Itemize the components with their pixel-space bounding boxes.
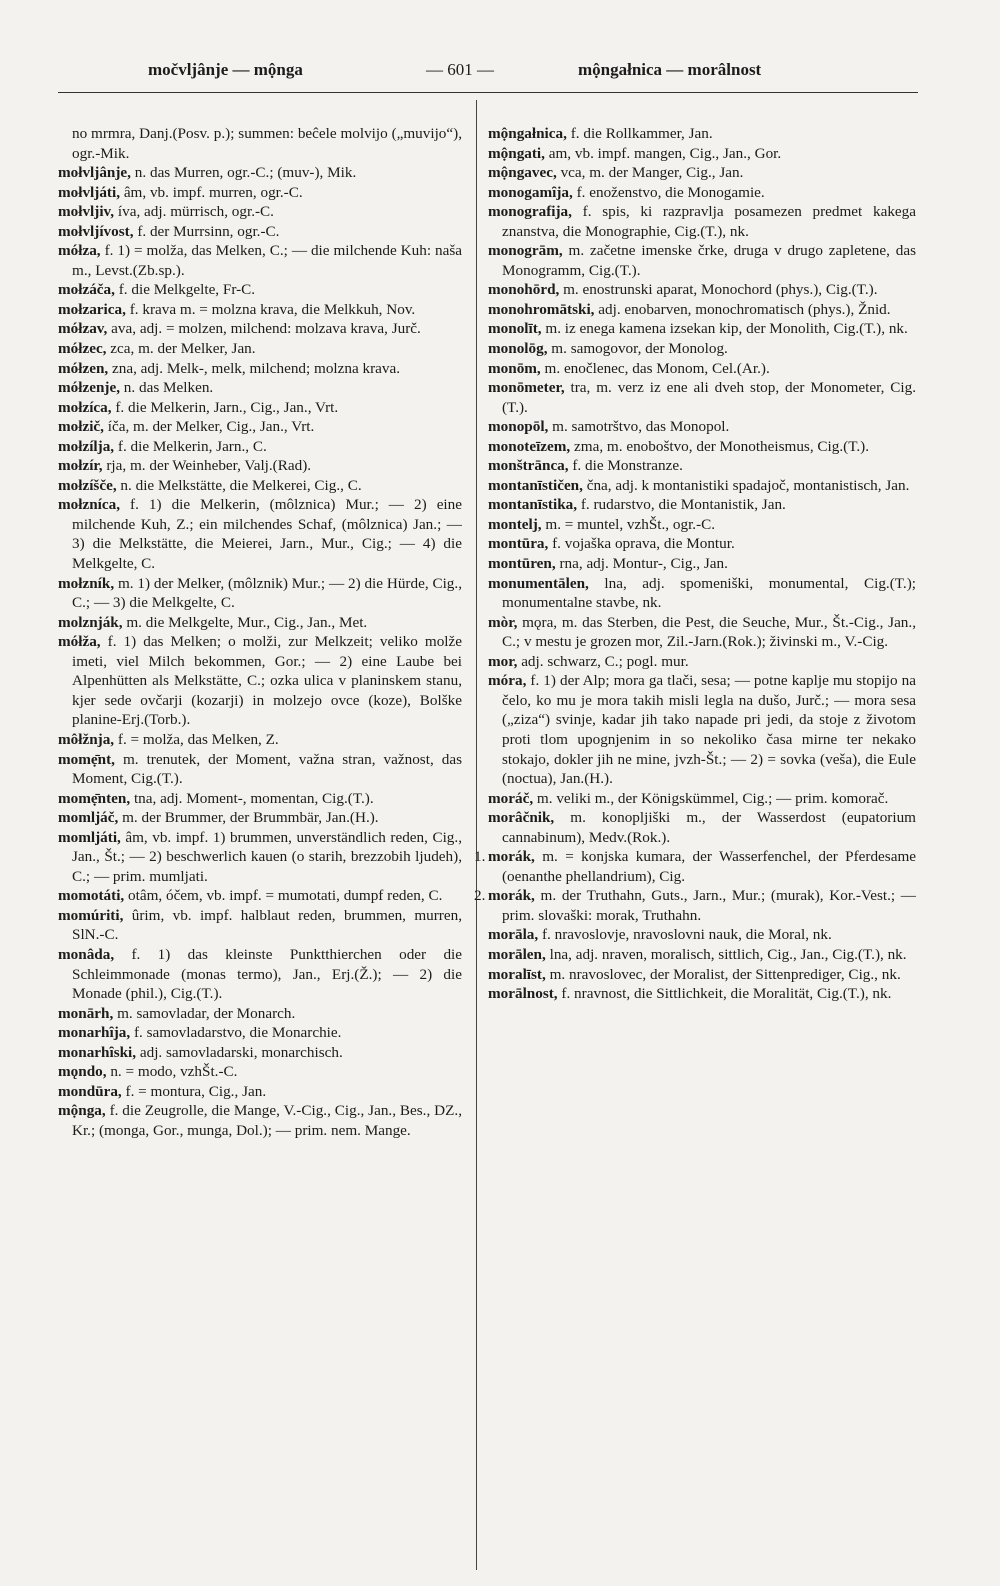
entry-definition: adj. samovladarski, monarchisch. xyxy=(136,1043,343,1061)
entry-headword: mołzíca, xyxy=(58,398,112,416)
dictionary-entry xyxy=(58,945,462,1004)
entry-definition: n. = modo, vzhŠt.-C. xyxy=(106,1063,238,1081)
entry-headword: mộngavec, xyxy=(488,164,557,182)
entry-headword: mołvljiv, xyxy=(58,203,115,221)
dictionary-entry xyxy=(474,886,916,925)
entry-definition: ava, adj. = molzen, milchend: molzava krava, Jurč. xyxy=(107,320,421,338)
dictionary-entry xyxy=(58,886,462,906)
entry-definition: adj. schwarz, C.; pogl. mur. xyxy=(517,652,689,670)
dictionary-entry xyxy=(58,339,462,359)
entry-headword: mółzen, xyxy=(58,359,109,377)
entry-definition: f. die Melkgelte, Fr-C. xyxy=(114,281,256,299)
entry-definition: f. die Rollkammer, Jan. xyxy=(566,125,713,142)
entry-definition: f. die Monstranze. xyxy=(568,457,683,475)
dictionary-entry xyxy=(58,1082,462,1102)
entry-headword: mółzav, xyxy=(58,320,108,338)
entry-definition: m. veliki m., der Königskümmel, Cig.; — prim. komorač. xyxy=(533,789,889,807)
entry-headword: moráč, xyxy=(488,789,534,807)
entry-definition: f. die Melkerin, Jarn., Cig., Jan., Vrt. xyxy=(111,398,339,416)
entry-headword: mołvljânje, xyxy=(58,164,131,182)
entry-definition: f. krava m. = molzna krava, die Melkkuh, Nov. xyxy=(125,300,416,318)
entry-definition: f. rudarstvo, die Montanistik, Jan. xyxy=(577,496,786,514)
entry-headword: mółzec, xyxy=(58,340,107,358)
dictionary-entry xyxy=(58,202,462,222)
dictionary-entry xyxy=(488,808,916,847)
entry-definition: zna, adj. Melk-, melk, milchend; molzna krava. xyxy=(108,359,401,377)
dictionary-entry xyxy=(488,495,916,515)
entry-definition: m. samovladar, der Monarch. xyxy=(113,1004,296,1022)
entry-definition: m. 1) der Melker, (môlznik) Mur.; — 2) die Hürde, Cig., C.; — 3) die Melkgelte, C. xyxy=(72,574,462,612)
entry-headword: mółzenje, xyxy=(58,379,120,397)
entry-definition: f. = montura, Cig., Jan. xyxy=(121,1082,267,1100)
dictionary-entry xyxy=(58,730,462,750)
entry-headword: morāla, xyxy=(488,926,539,944)
entry-headword: mołvljáti, xyxy=(58,183,121,201)
entry-definition: m. iz enega kamena izsekan kip, der Monolith, Cig.(T.), nk. xyxy=(541,320,908,338)
dictionary-entry xyxy=(488,789,916,809)
entry-headword: monolīt, xyxy=(488,320,542,338)
dictionary-entry xyxy=(58,1101,462,1140)
entry-headword: mołzáča, xyxy=(58,281,115,299)
entry-definition: n. das Melken. xyxy=(120,379,214,397)
dictionary-entry xyxy=(488,984,916,1004)
dictionary-entry xyxy=(58,222,462,242)
dictionary-entry xyxy=(58,789,462,809)
entry-definition: m. die Melkgelte, Mur., Cig., Jan., Met. xyxy=(122,613,368,631)
dictionary-entry xyxy=(58,359,462,379)
entry-definition: f. = molža, das Melken, Z. xyxy=(114,730,279,748)
dictionary-entry xyxy=(58,906,462,945)
entry-headword: mołzník, xyxy=(58,574,115,592)
dictionary-entry xyxy=(488,554,916,574)
dictionary-entry xyxy=(488,241,916,280)
entry-definition: vca, m. der Manger, Cig., Jan. xyxy=(556,164,744,182)
dictionary-entry xyxy=(58,456,462,476)
dictionary-entry xyxy=(58,828,462,887)
dictionary-entry xyxy=(58,163,462,183)
entry-definition: f. der Murrsinn, ogr.-C. xyxy=(133,222,280,240)
dictionary-entry xyxy=(58,300,462,320)
dictionary-entry xyxy=(488,945,916,965)
entry-headword: mołvljívost, xyxy=(58,222,134,240)
entry-definition: rja, m. der Weinheber, Valj.(Rad). xyxy=(102,457,312,475)
dictionary-entry xyxy=(58,398,462,418)
entry-headword: momẹ̄nt, xyxy=(58,750,115,768)
entry-definition: tna, adj. Moment-, momentan, Cig.(T.). xyxy=(130,789,374,807)
dictionary-entry xyxy=(58,124,462,163)
dictionary-entry xyxy=(488,515,916,535)
entry-definition: otâm, óčem, vb. impf. = mumotati, dumpf reden, C. xyxy=(124,887,443,905)
dictionary-entry xyxy=(488,652,916,672)
entry-definition: f. enoženstvo, die Monogamie. xyxy=(572,183,765,201)
dictionary-entry xyxy=(488,378,916,417)
dictionary-entry xyxy=(488,144,916,164)
entry-number: 2. xyxy=(474,887,486,905)
dictionary-entry xyxy=(488,534,916,554)
entry-definition: m. nravoslovec, der Moralist, der Sittenprediger, Cig., nk. xyxy=(545,965,901,983)
entry-definition: m. der Brummer, der Brummbär, Jan.(H.). xyxy=(118,809,379,827)
dictionary-entry xyxy=(58,613,462,633)
dictionary-entry xyxy=(488,124,916,144)
column-divider xyxy=(476,100,477,1570)
entry-headword: monâda, xyxy=(58,945,115,963)
dictionary-entry xyxy=(474,847,916,886)
entry-headword: mołzarica, xyxy=(58,300,126,318)
entry-headword: monogrām, xyxy=(488,242,563,260)
dictionary-entry xyxy=(488,613,916,652)
entry-definition: lna, adj. spomeniški, monumental, Cig.(T.); monumentalne stavbe, nk. xyxy=(502,574,916,612)
entry-headword: momúriti, xyxy=(58,906,124,924)
dictionary-entry xyxy=(488,339,916,359)
entry-headword: mộngati, xyxy=(488,144,545,162)
entry-headword: morâčnik, xyxy=(488,809,555,827)
entry-definition: lna, adj. nraven, moralisch, sittlich, Cig., Jan., Cig.(T.), nk. xyxy=(545,945,907,963)
dictionary-entry xyxy=(488,965,916,985)
entry-definition: f. 1) die Melkerin, (môlznica) Mur.; — 2) eine milchende Kuh, Z.; ein milchendes Schaf, (môlznica) Jan.; — 3) die Melkstätte, die Meierei, Jarn., Mur., Cig.; — 4) die Melkgelte, C. xyxy=(72,496,462,573)
entry-headword: montūra, xyxy=(488,535,549,553)
dictionary-entry xyxy=(488,476,916,496)
entry-definition: n. die Melkstätte, die Melkerei, Cig., C. xyxy=(116,476,362,494)
entry-definition: f. 1) der Alp; mora ga tlači, sesa; — potne kaplje mu stopijo na čelo, ko mu je mora takih misli legla na dušo, Jurč.; — mora sesa („ziza“) svinje, kadar jih tako napade pri jedi, da stoje z životom proti tlom upognjenim in so nekoliko časa mirne ter nekako stokajo, dokler jih ne mine, jvzh-Št.; — 2) = sovka (veša), die Eule (noctua), Jan.(H.). xyxy=(502,672,916,788)
entry-definition: rna, adj. Montur-, Cig., Jan. xyxy=(555,555,728,573)
dictionary-entry xyxy=(58,632,462,730)
dictionary-entry xyxy=(58,417,462,437)
header-left-guide-words: močvljânje — mộnga xyxy=(148,60,303,79)
entry-definition: m. enočlenec, das Monom, Cel.(Ar.). xyxy=(540,359,770,377)
entry-definition: f. nravnost, die Sittlichkeit, die Moralität, Cig.(T.), nk. xyxy=(557,985,892,1003)
entry-headword: mołzič, xyxy=(58,418,104,436)
entry-definition: m. začetne imenske črke, druga v drugo zapletene, das Monogramm, Cig.(T.). xyxy=(502,242,916,279)
entry-headword: monarhȋski, xyxy=(58,1043,137,1061)
entry-headword: móra, xyxy=(488,672,527,690)
entry-definition: zma, m. enoboštvo, der Monotheismus, Cig.(T.). xyxy=(570,437,870,455)
dictionary-entry xyxy=(58,476,462,496)
entry-definition: m. samotrštvo, das Monopol. xyxy=(548,418,730,436)
entry-headword: monārh, xyxy=(58,1004,114,1022)
entry-headword: montelj, xyxy=(488,515,542,533)
entry-headword: molznják, xyxy=(58,613,123,631)
entry-definition: n. das Murren, ogr.-C.; (muv-), Mik. xyxy=(130,164,357,182)
left-column xyxy=(58,124,462,1140)
entry-definition: no mrmra, Danj.(Posv. p.); summen: beĉele molvijo („muvijo“), ogr.-Mik. xyxy=(72,125,462,162)
entry-definition: f. 1) = molža, das Melken, C.; — die milchende Kuh: naša m., Levst.(Zb.sp.). xyxy=(72,242,462,279)
entry-headword: mòr, xyxy=(488,613,518,631)
dictionary-entry xyxy=(488,456,916,476)
dictionary-entry xyxy=(488,437,916,457)
entry-headword: morák, xyxy=(488,887,535,905)
entry-definition: m. konopljiški m., der Wasserdost (eupatorium cannabinum), Medv.(Rok.). xyxy=(502,809,916,846)
entry-headword: momotáti, xyxy=(58,887,125,905)
dictionary-entry xyxy=(488,417,916,437)
entry-headword: monohromātski, xyxy=(488,300,595,318)
dictionary-entry xyxy=(488,574,916,613)
entry-definition: zca, m. der Melker, Jan. xyxy=(106,340,256,358)
entry-headword: mǫndo, xyxy=(58,1063,107,1081)
entry-headword: mor, xyxy=(488,652,518,670)
entry-headword: monografija, xyxy=(488,203,572,221)
dictionary-entry xyxy=(488,202,916,241)
entry-headword: monumentālen, xyxy=(488,574,589,592)
entry-definition: íva, adj. mürrisch, ogr.-C. xyxy=(114,203,274,221)
page-number: — 601 — xyxy=(426,60,494,79)
entry-definition: m. = muntel, vzhŠt., ogr.-C. xyxy=(541,515,716,533)
entry-headword: mołzníca, xyxy=(58,496,121,514)
entry-headword: mondūra, xyxy=(58,1082,122,1100)
dictionary-entry xyxy=(58,280,462,300)
entry-headword: moralīst, xyxy=(488,965,546,983)
entry-definition: f. die Melkerin, Jarn., C. xyxy=(114,437,267,455)
dictionary-entry xyxy=(58,183,462,203)
dictionary-entry xyxy=(488,671,916,788)
entry-headword: morālnost, xyxy=(488,985,558,1003)
entry-definition: f. nravoslovje, nravoslovni nauk, die Moral, nk. xyxy=(538,926,832,944)
entry-definition: ûrim, vb. impf. halblaut reden, brummen, murren, SlN.-C. xyxy=(72,906,462,944)
entry-headword: morālen, xyxy=(488,945,546,963)
entry-definition: mǫra, m. das Sterben, die Pest, die Seuche, Mur., Št.-Cig., Jan., C.; v mestu je grozen mor, Zil.-Jarn.(Rok.); živinski m., V.-Cig. xyxy=(502,613,916,651)
entry-headword: montūren, xyxy=(488,555,556,573)
entry-headword: montanīstičen, xyxy=(488,476,583,494)
dictionary-entry xyxy=(58,437,462,457)
entry-headword: monōm, xyxy=(488,359,541,377)
entry-headword: monarhȋja, xyxy=(58,1024,131,1042)
entry-definition: m. trenutek, der Moment, važna stran, važnost, das Moment, Cig.(T.). xyxy=(72,750,462,788)
dictionary-entry xyxy=(58,750,462,789)
entry-headword: monōmeter, xyxy=(488,379,565,397)
dictionary-entry xyxy=(488,163,916,183)
entry-definition: m. der Truthahn, Guts., Jarn., Mur.; (murak), Kor.-Vest.; — prim. slovaški: morak, Truthahn. xyxy=(502,887,916,924)
entry-headword: mołzíšče, xyxy=(58,476,117,494)
entry-definition: íča, m. der Melker, Cig., Jan., Vrt. xyxy=(103,418,315,436)
header-rule xyxy=(58,92,918,93)
dictionary-entry xyxy=(58,1004,462,1024)
entry-headword: momljáč, xyxy=(58,809,119,827)
dictionary-entry xyxy=(488,300,916,320)
dictionary-entry xyxy=(58,1062,462,1082)
entry-headword: mộnga, xyxy=(58,1102,106,1120)
dictionary-entry xyxy=(58,574,462,613)
entry-definition: f. die Zeugrolle, die Mange, V.-Cig., Cig., Jan., Bes., DZ., Kr.; (monga, Gor., munga, Dol.); — prim. nem. Mange. xyxy=(72,1102,462,1139)
entry-headword: monoteīzem, xyxy=(488,437,571,455)
entry-headword: monolōg, xyxy=(488,340,548,358)
dictionary-entry xyxy=(58,319,462,339)
entry-definition: m. enostrunski aparat, Monochord (phys.), Cig.(T.). xyxy=(559,281,878,299)
dictionary-entry xyxy=(58,1043,462,1063)
dictionary-entry xyxy=(58,1023,462,1043)
entry-definition: f. vojaška oprava, die Montur. xyxy=(548,535,735,553)
entry-headword: mộngałnica, xyxy=(488,125,567,142)
entry-headword: monogamȋja, xyxy=(488,183,573,201)
entry-headword: mółza, xyxy=(58,242,101,260)
dictionary-entry xyxy=(488,280,916,300)
running-header xyxy=(0,60,1000,88)
header-right-guide-words: mộngałnica — morâlnost xyxy=(578,60,762,79)
dictionary-entry xyxy=(488,183,916,203)
entry-definition: f. spis, ki razpravlja posamezen predmet kakega znanstva, die Monographie, Cig.(T.), nk. xyxy=(502,203,916,240)
entry-definition: m. = konjska kumara, der Wasserfenchel, der Pferdesame (oenanthe phellandrium), Cig. xyxy=(502,848,916,885)
dictionary-entry xyxy=(488,925,916,945)
entry-definition: f. 1) das Melken; o molži, zur Melkzeit; veliko molže imeti, viel Milch bekommen, Gor.; — 2) eine Laube bei Alpenhütten als Melkstätte, C.; ozka ulica v planinskem stanu, kjer sede ovčarji (kozarji) in molzejo ovce (koze), Bolške planine-Erj.(Torb.). xyxy=(72,633,462,729)
entry-headword: momljáti, xyxy=(58,828,121,846)
dictionary-entry xyxy=(58,495,462,573)
entry-headword: monopōl, xyxy=(488,418,549,436)
entry-definition: âm, vb. impf. 1) brummen, unverständlich reden, Cig., Jan., Št.; — 2) beschwerlich kauen (o starih, brezzobih ljudeh), C.; — prim. mumljati. xyxy=(72,828,462,885)
entry-headword: montanīstika, xyxy=(488,496,578,514)
entry-definition: čna, adj. k montanistiki spadajoč, montanistisch, Jan. xyxy=(582,476,910,494)
entry-headword: monohōrd, xyxy=(488,281,560,299)
entry-headword: môłžnja, xyxy=(58,730,115,748)
entry-definition: am, vb. impf. mangen, Cig., Jan., Gor. xyxy=(544,144,782,162)
dictionary-entry xyxy=(488,319,916,339)
entry-definition: tra, m. verz iz ene ali dveh stop, der Monometer, Cig.(T.). xyxy=(502,379,916,416)
entry-definition: m. samogovor, der Monolog. xyxy=(547,340,728,358)
entry-definition: âm, vb. impf. murren, ogr.-C. xyxy=(120,183,303,201)
entry-definition: f. samovladarstvo, die Monarchie. xyxy=(130,1024,342,1042)
dictionary-entry xyxy=(488,359,916,379)
entry-headword: mołzír, xyxy=(58,457,103,475)
entry-headword: monštrānca, xyxy=(488,457,569,475)
entry-headword: morák, xyxy=(488,848,535,866)
dictionary-entry xyxy=(58,378,462,398)
entry-definition: f. 1) das kleinste Punktthierchen oder die Schleimmonade (monas termo), Jan., Erj.(Ž.); — 2) die Monade (phil.), Cig.(T.). xyxy=(72,945,462,1003)
entry-headword: mołzílja, xyxy=(58,437,115,455)
dictionary-entry xyxy=(58,241,462,280)
entry-number: 1. xyxy=(474,848,486,866)
entry-definition: adj. enobarven, monochromatisch (phys.), Žnid. xyxy=(594,300,891,318)
entry-headword: mółža, xyxy=(58,633,101,651)
dictionary-entry xyxy=(58,808,462,828)
entry-headword: momẹ̄nten, xyxy=(58,789,131,807)
right-column xyxy=(474,124,916,1004)
